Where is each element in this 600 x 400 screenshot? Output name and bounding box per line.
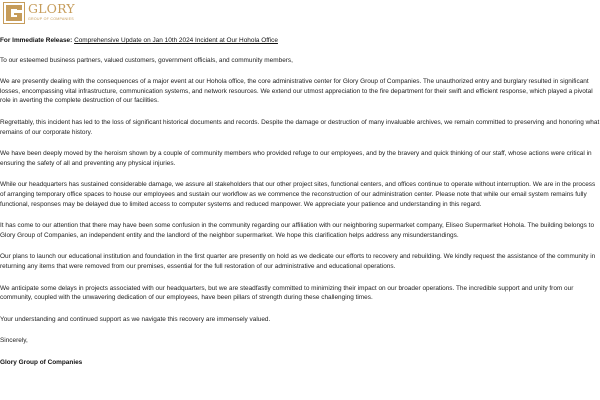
paragraph-education-plans: Our plans to launch our educational institution and foundation in the first quarter are presently on hold as we dedicate our efforts to recovery and rebuilding. We kindly request the assistance of the community in returning any items that were removed from our premises, essential for the full restoration of our administrative and educational operations. xyxy=(0,253,596,270)
logo-wordmark xyxy=(28,2,75,21)
paragraph-incident: We are presently dealing with the consequences of a major event at our Hohola office, the core administrative center for Glory Group of Companies. The unauthorized entry and burglary resulted in significant losses, encompassing vital infrastructure, communication systems, and network resources. We extend our utmost appreciation to the fire department for their swift and efficient response, which played a pivotal role in averting the complete destruction of our facilities. xyxy=(0,78,593,105)
paragraph-operations: While our headquarters has sustained considerable damage, we assure all stakeholders that our other project sites, functional centers, and offices continue to operate without interruption. We are in the process of arranging temporary office spaces to house our employees and sustain our workflow as we commence the reconstruction of our administration center. Please note that while our email system remains fully functional, responses may be delayed due to limited access to computer systems and reduced manpower. We appreciate your patience and understanding in this regard. xyxy=(0,181,596,208)
glory-g-logo-icon xyxy=(3,2,25,24)
paragraph-thanks: Your understanding and continued support as we navigate this recovery are immensely valued. xyxy=(0,315,271,323)
signature: Glory Group of Companies xyxy=(0,358,83,366)
logo-company-name: GLORY xyxy=(28,1,75,16)
company-logo[interactable] xyxy=(3,2,75,24)
release-heading xyxy=(0,36,600,46)
release-title-link[interactable]: Comprehensive Update on Jan 10th 2024 Incident at Our Hohola Office xyxy=(74,37,278,44)
release-content xyxy=(0,36,600,379)
closing-text: Sincerely, xyxy=(0,337,28,345)
greeting-paragraph: To our esteemed business partners, valued customers, government officials, and community members, xyxy=(0,56,293,64)
paragraph-historical-loss: Regrettably, this incident has led to the loss of significant historical documents and records. Despite the damage or destruction of many invaluable archives, we remain committed to preserving and honoring what remains of our corporate history. xyxy=(0,118,600,136)
paragraph-heroism: We have been deeply moved by the heroism shown by a couple of community members who provided refuge to our employees, and by the bravery and quick thinking of our staff, whose actions were critical in ensuring the safety of all and preventing any physical injuries. xyxy=(0,150,592,167)
logo-company-subtitle: GROUP OF COMPANIES xyxy=(28,16,74,21)
release-label: For Immediate Release: xyxy=(0,37,73,44)
paragraph-clarification: It has come to our attention that there may have been some confusion in the community regarding our affiliation with our neighboring supermarket company, Eliseo Supermarket Hohola. The building belongs to Glory Group of Companies, an independent entity and the landlord of the neighbor supermarket. We hope this clarification helps address any misunderstandings. xyxy=(0,222,595,239)
paragraph-project-delays: We anticipate some delays in projects associated with our headquarters, but we are steadfastly committed to minimizing their impact on our broader operations. The incredible support and unity from our community, coupled with the unwavering dedication of our employees, have been pillars of strength during these challenging times. xyxy=(0,284,574,302)
